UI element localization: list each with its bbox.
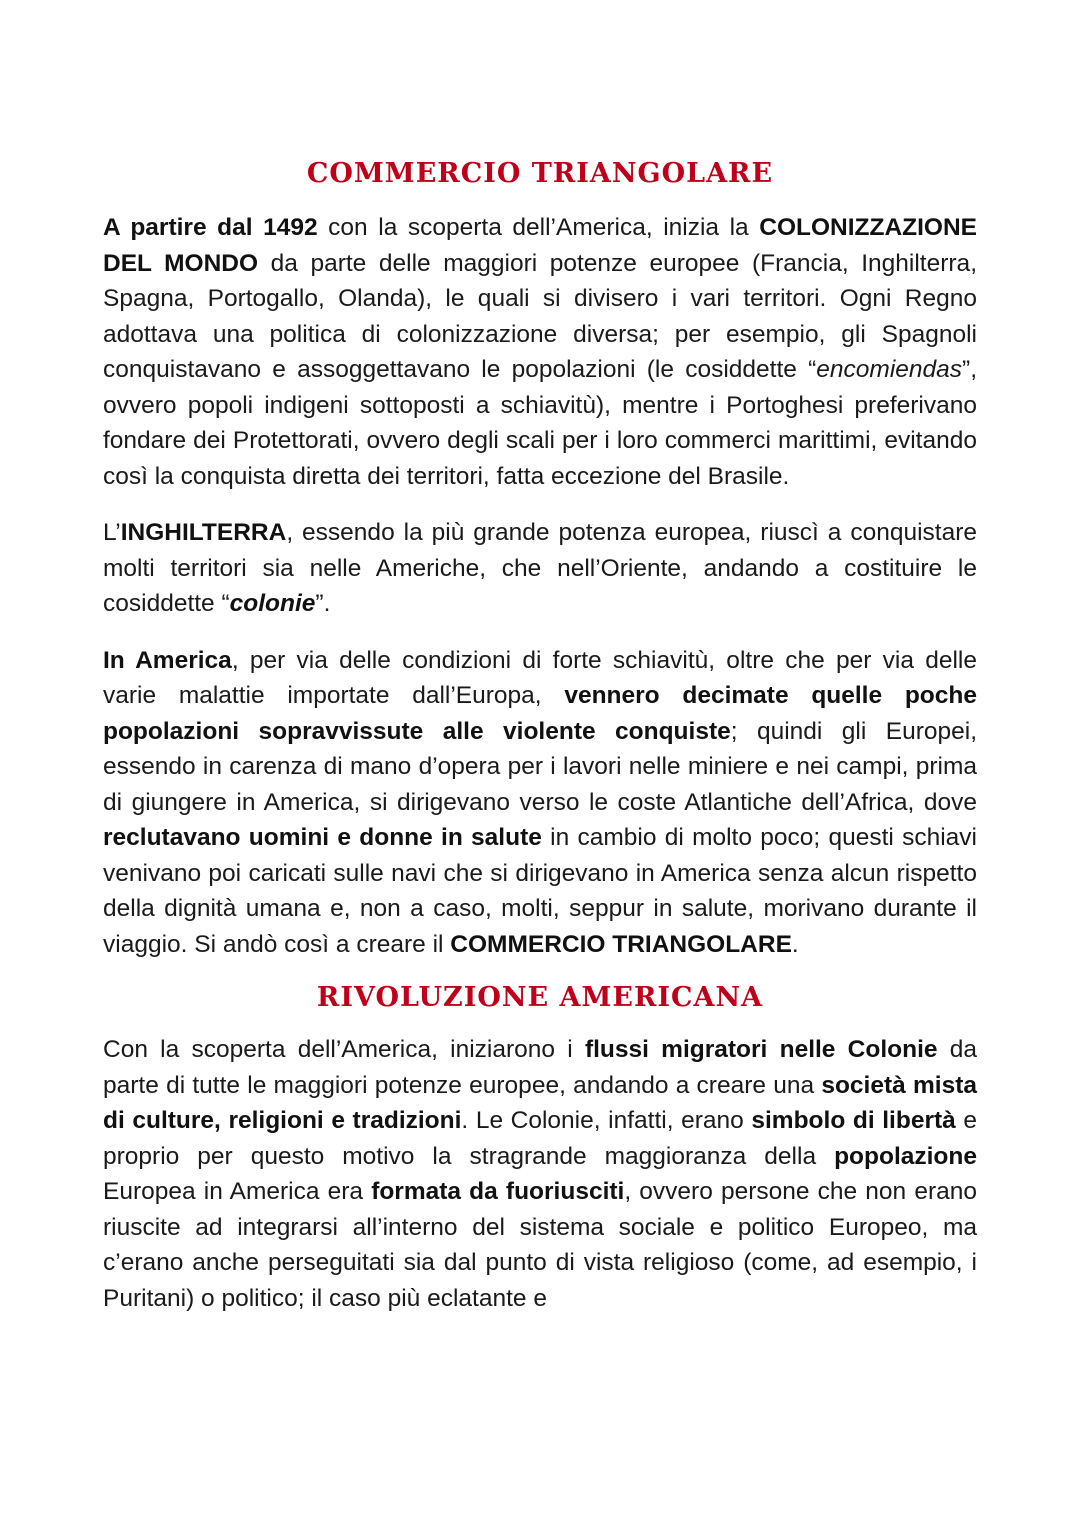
text: ”, ovvero popoli indigeni sottoposti a schiavitù), mentre i Portoghesi preferivano fondare dei Protettorati, ovvero degli scali per i loro commerci marittimi, evitando così la conquista diretta dei territori, fatta eccezione del Brasile.	[103, 356, 977, 490]
bold-text: In America	[103, 646, 232, 674]
text: . Le Colonie, infatti, erano	[461, 1107, 752, 1134]
document-page	[103, 152, 977, 1316]
text: , essendo la più grande potenza europea, riuscì a conquistare molti territori sia nelle Americhe, che nell’Oriente, andando a costituire le cosiddette “	[103, 519, 977, 617]
bold-text: reclutavano uomini e donne in salute	[103, 824, 542, 851]
bold-text: INGHILTERRA	[120, 519, 287, 546]
text: Con la scoperta dell’America, iniziarono i	[103, 1036, 585, 1063]
bold-text: società mista di culture, religioni e tradizioni	[103, 1071, 978, 1134]
text: e proprio per questo motivo la stragrande maggioranza della	[103, 1107, 977, 1170]
text: ; quindi gli Europei, essendo in carenza di mano d’opera per i lavori nelle miniere e nei campi, prima di giungere in America, si dirigevano verso le coste Atlantiche dell’Africa, dove	[103, 717, 977, 816]
text: in cambio di molto poco; questi schiavi venivano poi caricati sulle navi che si dirigevano in America senza alcun rispetto della dignità umana e, non a caso, molti, seppur in salute, morivano durante il viaggio. Si andò così a creare il	[103, 824, 977, 958]
text: Europea in America era	[103, 1178, 372, 1205]
section-title-commercio-triangolare: COMMERCIO TRIANGOLARE	[306, 158, 774, 189]
bold-text: vennero decimate quelle poche popolazioni sopravvissute alle violente conquiste	[103, 682, 977, 745]
paragraph-america	[103, 643, 977, 963]
text: da parte delle maggiori potenze europee (Francia, Inghilterra, Spagna, Portogallo, Olanda), le quali si divisero i vari territori. Ogni Regno adottava una politica di colonizzazione diversa; per esempio, gli Spagnoli conquistavano e assoggettavano le popolazioni (le cosiddette “	[103, 249, 977, 383]
text: con la scoperta dell’America, inizia la	[317, 214, 760, 241]
text: ”.	[315, 590, 331, 617]
text: .	[791, 930, 799, 958]
italic-text: encomiendas	[816, 356, 963, 383]
bold-text: simbolo di libertà	[751, 1107, 956, 1134]
paragraph-colonizzazione	[103, 210, 977, 494]
italic-text: colonie	[229, 590, 316, 617]
paragraph-inghilterra	[103, 515, 977, 622]
bold-italic-text	[230, 590, 316, 617]
bold-text: COMMERCIO TRIANGOLARE	[450, 930, 792, 958]
bold-text: popolazione	[834, 1142, 977, 1170]
bold-text: formata da fuoriusciti	[371, 1178, 625, 1205]
text: da parte di tutte le maggiori potenze europee, andando a creare una	[103, 1036, 977, 1099]
bold-text: A partire dal 1492	[103, 214, 318, 241]
bold-text: flussi migratori nelle Colonie	[584, 1036, 938, 1063]
text: L’	[103, 519, 121, 546]
text: , per via delle condizioni di forte schiavitù, oltre che per via delle varie malattie importate dall’Europa,	[103, 646, 977, 709]
bold-text: COLONIZZAZIONE DEL MONDO	[103, 214, 978, 277]
section-title-rivoluzione-americana: RIVOLUZIONE AMERICANA	[316, 982, 764, 1013]
text: , ovvero persone che non erano riuscite ad integrarsi all’interno del sistema sociale e politico Europeo, ma c’erano anche perseguitati sia dal punto di vista religioso (come, ad esempio, i Puritani) o politico; il caso più eclatante e	[103, 1178, 977, 1312]
paragraph-flussi-migratori	[103, 1032, 977, 1316]
